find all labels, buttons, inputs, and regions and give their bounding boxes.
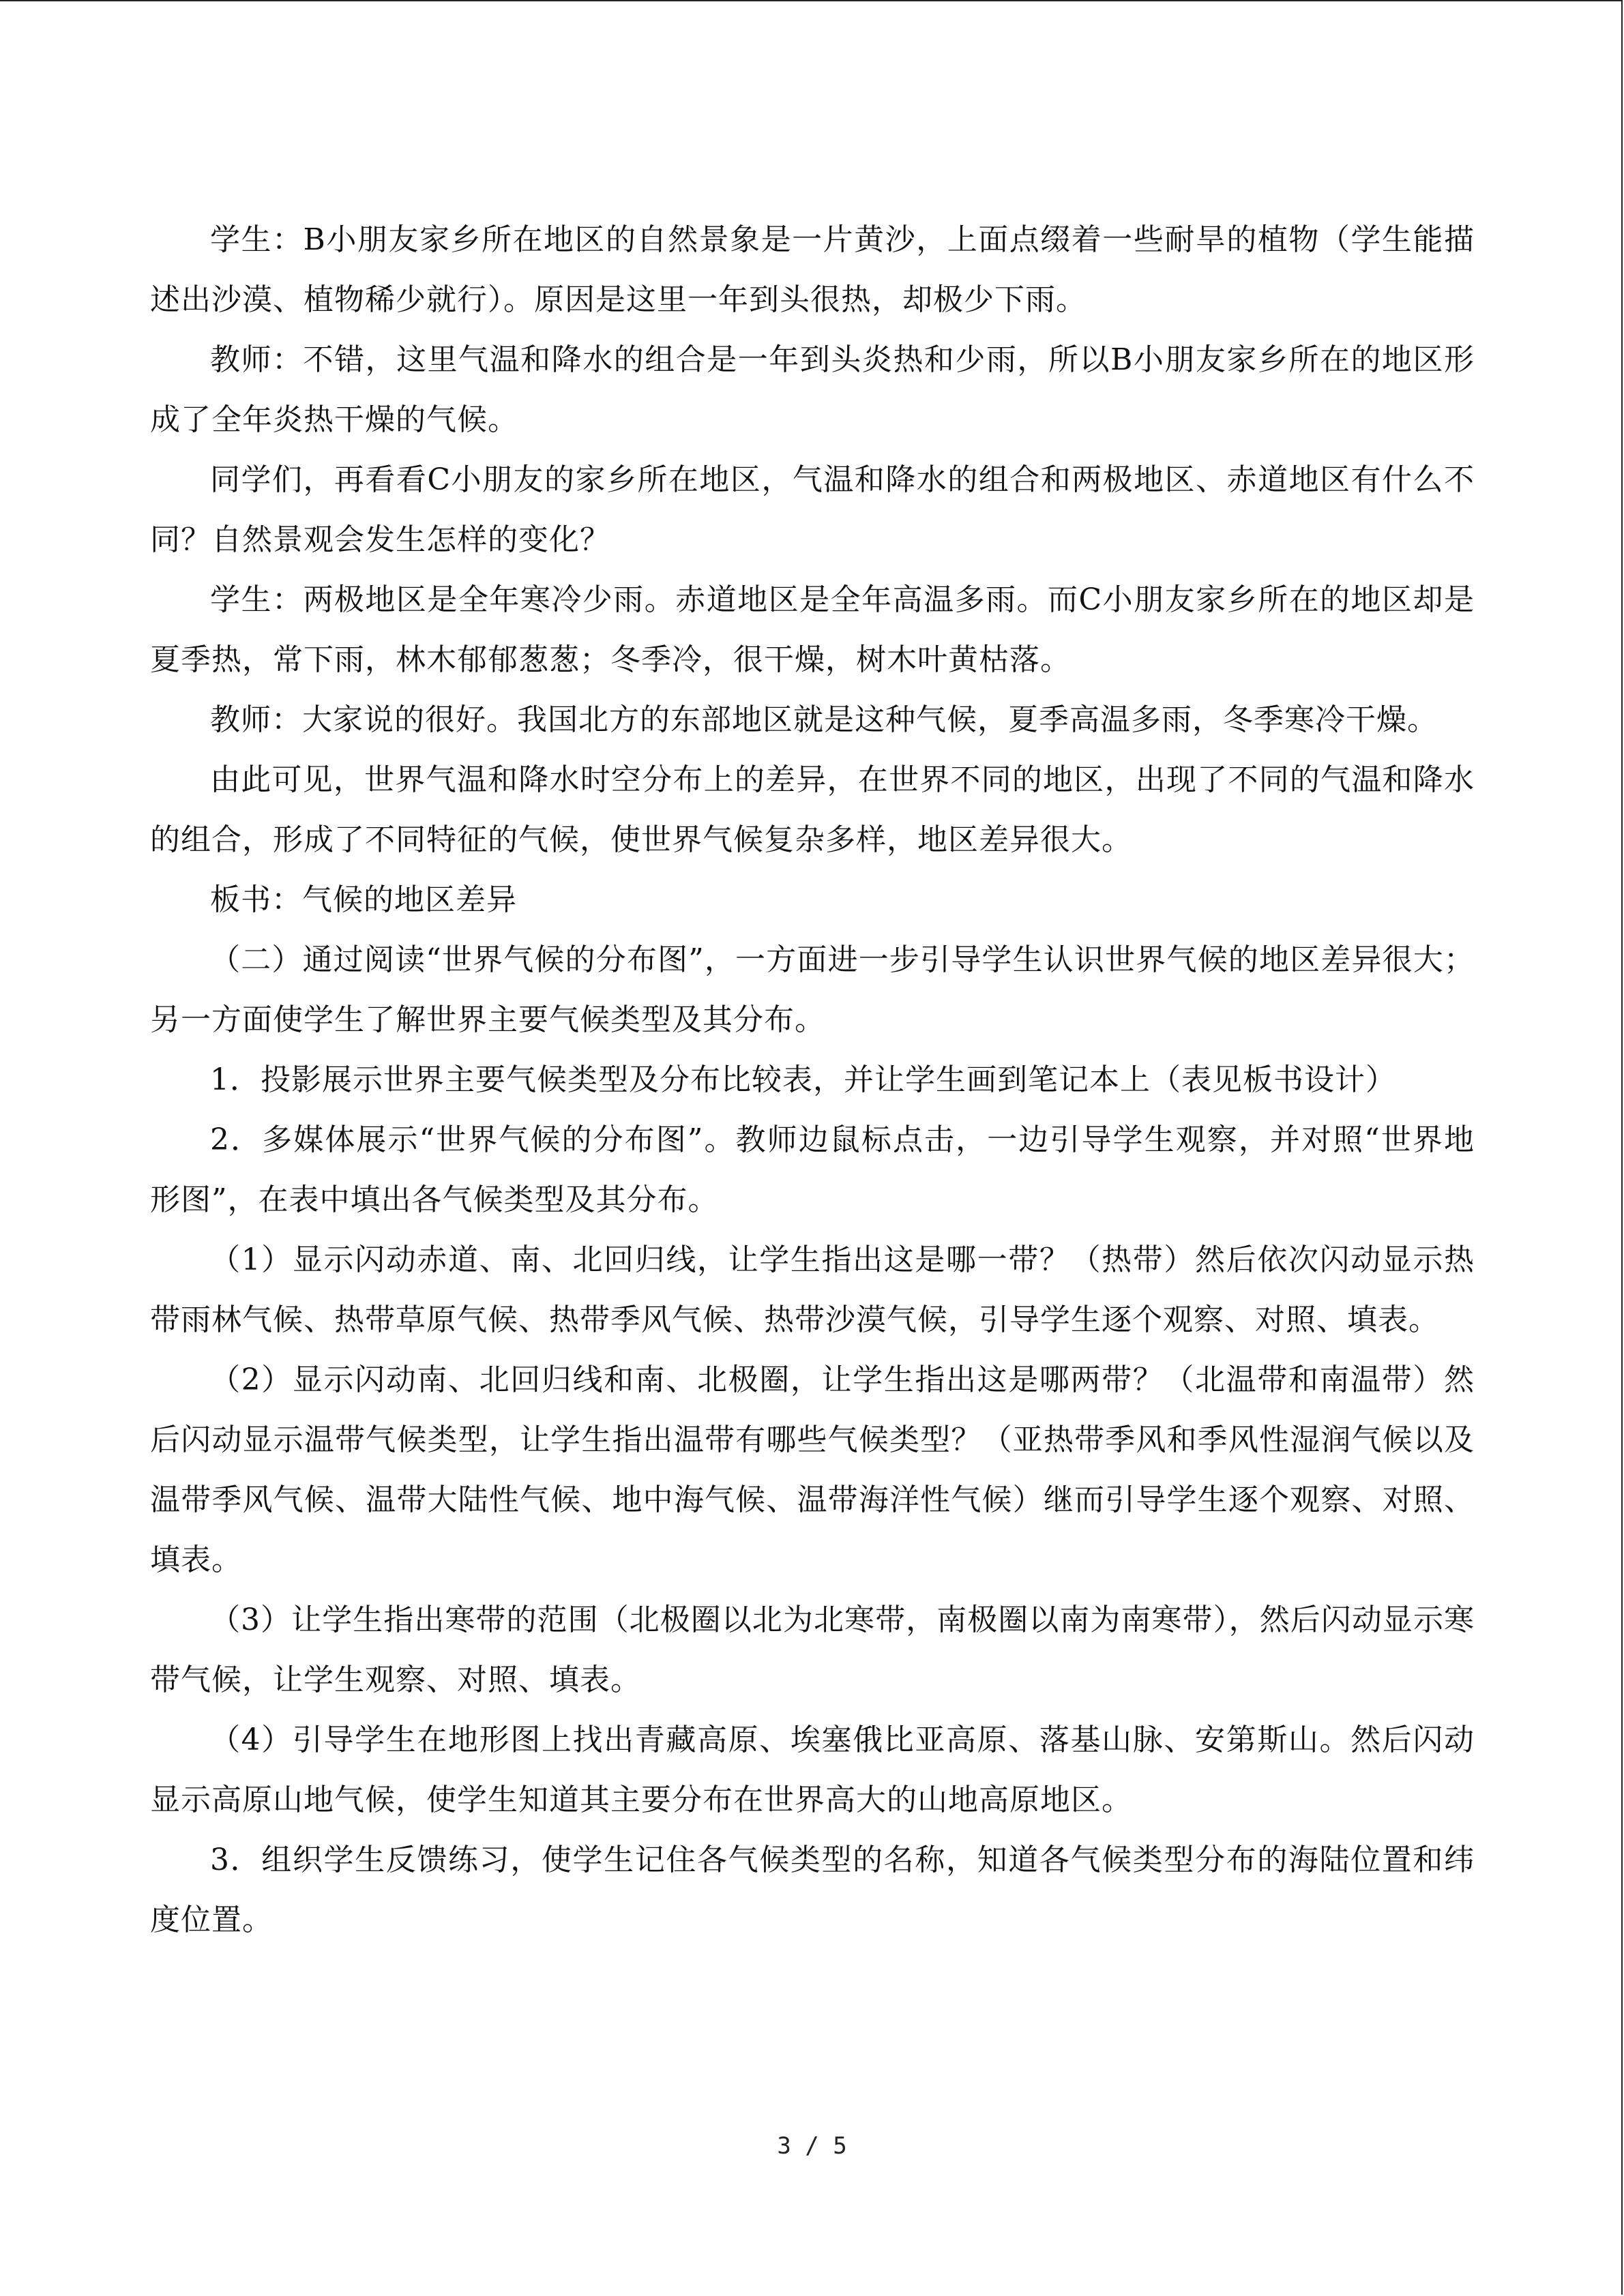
- paragraph-section-two: （二）通过阅读“世界气候的分布图”，一方面进一步引导学生认识世界气候的地区差异很大；另一方面使学生了解世界主要气候类型及其分布。: [150, 942, 1475, 1037]
- paragraph-teacher-response-c: 教师：大家说的很好。我国北方的东部地区就是这种气候，夏季高温多雨，冬季寒冷干燥。: [210, 702, 1438, 737]
- paragraph-student-answer-c: 学生：两极地区是全年寒冷少雨。赤道地区是全年高温多雨。而C小朋友家乡所在的地区却是夏季热，常下雨，林木郁郁葱葱；冬季冷，很干燥，树木叶黄枯落。: [150, 582, 1475, 677]
- paragraph-question-c: 同学们，再看看C小朋友的家乡所在地区，气温和降水的组合和两极地区、赤道地区有什么不同？自然景观会发生怎样的变化？: [150, 462, 1475, 557]
- page-number: 3 / 5: [777, 2132, 847, 2160]
- paragraph-step-1: 1．投影展示世界主要气候类型及分布比较表，并让学生画到笔记本上（表见板书设计）: [210, 1062, 1396, 1097]
- paragraph-teacher-response-b: 教师：不错，这里气温和降水的组合是一年到头炎热和少雨，所以B小朋友家乡所在的地区形成了全年炎热干燥的气候。: [150, 342, 1475, 437]
- paragraph-board-note: 板书：气候的地区差异: [210, 882, 517, 917]
- paragraph-substep-2: （2）显示闪动南、北回归线和南、北极圈，让学生指出这是哪两带？（北温带和南温带）然后闪动显示温带气候类型，让学生指出温带有哪些气候类型？（亚热带季风和季风性湿润气候以及温带季风气候、温带大陆性气候、地中海气候、温带海洋性气候）继而引导学生逐个观察、对照、填表。: [150, 1362, 1475, 1577]
- paragraph-step-3: 3．组织学生反馈练习，使学生记住各气候类型的名称，知道各气候类型分布的海陆位置和纬度位置。: [150, 1843, 1475, 1937]
- paragraph-step-2: 2．多媒体展示“世界气候的分布图”。教师边鼠标点击，一边引导学生观察，并对照“世界地形图”，在表中填出各气候类型及其分布。: [150, 1122, 1475, 1217]
- paragraph-substep-4: （4）引导学生在地形图上找出青藏高原、埃塞俄比亚高原、落基山脉、安第斯山。然后闪动显示高原山地气候，使学生知道其主要分布在世界高大的山地高原地区。: [150, 1723, 1475, 1817]
- document-body: [150, 210, 1475, 1950]
- paragraph-substep-1: （1）显示闪动赤道、南、北回归线，让学生指出这是哪一带？（热带）然后依次闪动显示热带雨林气候、热带草原气候、热带季风气候、热带沙漠气候，引导学生逐个观察、对照、填表。: [150, 1242, 1475, 1337]
- paragraph-substep-3: （3）让学生指出寒带的范围（北极圈以北为北寒带，南极圈以南为南寒带），然后闪动显示寒带气候，让学生观察、对照、填表。: [150, 1602, 1475, 1697]
- paragraph-conclusion: 由此可见，世界气温和降水时空分布上的差异，在世界不同的地区，出现了不同的气温和降水的组合，形成了不同特征的气候，使世界气候复杂多样，地区差异很大。: [150, 762, 1475, 857]
- paragraph-student-answer-b: 学生：B小朋友家乡所在地区的自然景象是一片黄沙，上面点缀着一些耐旱的植物（学生能描述出沙漠、植物稀少就行）。原因是这里一年到头很热，却极少下雨。: [150, 222, 1475, 317]
